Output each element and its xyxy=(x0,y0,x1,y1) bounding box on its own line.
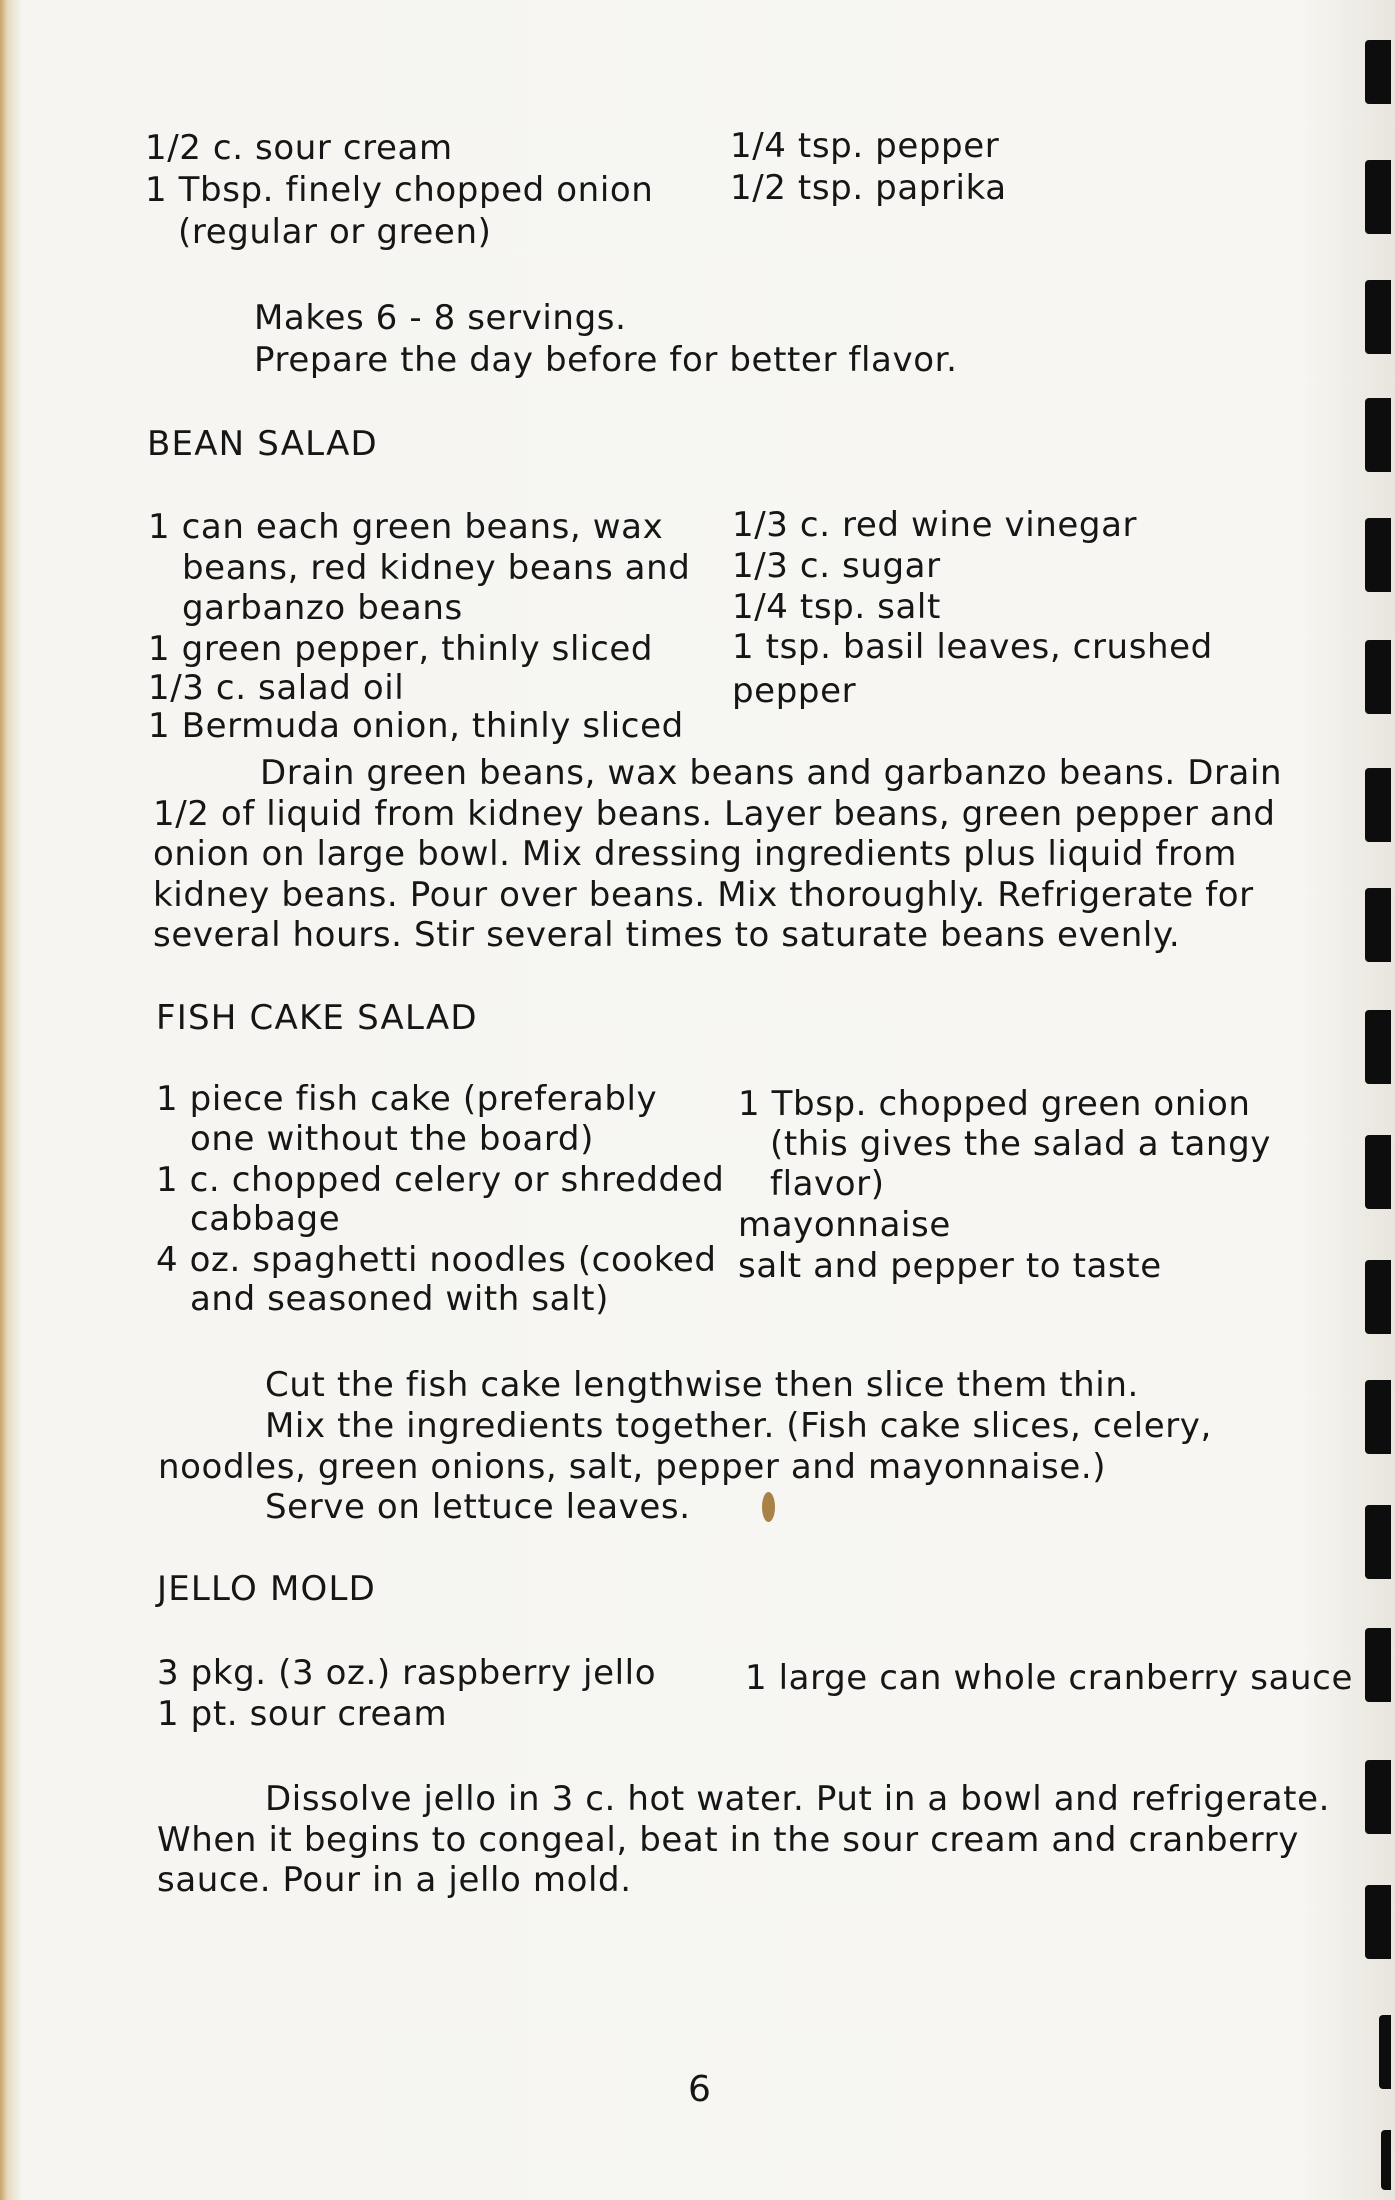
bean-ingredient-right: 1 tsp. basil leaves, crushed xyxy=(732,627,1213,667)
fish-ingredient-right: salt and pepper to taste xyxy=(738,1246,1162,1286)
jello-ingredient-left: 1 pt. sour cream xyxy=(157,1694,448,1734)
bean-ingredient-left: garbanzo beans xyxy=(182,588,463,628)
bean-direction-line: 1/2 of liquid from kidney beans. Layer beans, green pepper and xyxy=(153,794,1276,834)
fish-ingredient-left: 1 piece fish cake (preferably xyxy=(156,1079,658,1119)
fish-ingredient-left: cabbage xyxy=(190,1199,341,1239)
binding-hole xyxy=(1365,888,1391,962)
bean-ingredient-left: 1 can each green beans, wax xyxy=(148,507,664,547)
bean-direction-line: Drain green beans, wax beans and garbanzo beans. Drain xyxy=(260,753,1283,793)
intro-servings: Makes 6 - 8 servings. xyxy=(254,298,627,338)
jello-ingredient-left: 3 pkg. (3 oz.) raspberry jello xyxy=(157,1653,657,1693)
fish-ingredient-right: mayonnaise xyxy=(738,1205,951,1245)
intro-note: Prepare the day before for better flavor. xyxy=(254,340,958,380)
spiral-binding xyxy=(1337,0,1395,2200)
bean-ingredient-right: 1/4 tsp. salt xyxy=(732,587,941,627)
bean-ingredient-right: pepper xyxy=(732,671,857,711)
fish-ingredient-right: 1 Tbsp. chopped green onion xyxy=(738,1084,1251,1124)
binding-hole xyxy=(1365,1260,1391,1334)
fish-ingredient-right: (this gives the salad a tangy xyxy=(770,1124,1271,1164)
binding-hole xyxy=(1365,1135,1391,1209)
fish-ingredient-right: flavor) xyxy=(770,1164,885,1204)
binding-hole xyxy=(1381,2130,1391,2190)
binding-hole xyxy=(1365,40,1391,104)
page-number: 6 xyxy=(688,2069,711,2110)
bean-direction-line: kidney beans. Pour over beans. Mix thoroughly. Refrigerate for xyxy=(153,875,1254,915)
bean-ingredient-left: beans, red kidney beans and xyxy=(182,548,691,588)
bean-ingredient-left: 1 Bermuda onion, thinly sliced xyxy=(148,706,684,746)
bean-direction-line: several hours. Stir several times to saturate beans evenly. xyxy=(153,915,1181,955)
binding-hole xyxy=(1365,280,1391,354)
jello-direction-line: When it begins to congeal, beat in the sour cream and cranberry xyxy=(157,1820,1299,1860)
bean-ingredient-left: 1/3 c. salad oil xyxy=(148,668,405,708)
binding-hole xyxy=(1365,1885,1391,1959)
stain-mark xyxy=(762,1492,775,1522)
intro-ingredient-left: (regular or green) xyxy=(178,212,492,252)
binding-hole xyxy=(1365,768,1391,842)
binding-hole xyxy=(1365,1380,1391,1454)
binding-hole xyxy=(1365,640,1391,714)
intro-ingredient-right: 1/2 tsp. paprika xyxy=(730,168,1007,208)
bean-ingredient-right: 1/3 c. sugar xyxy=(732,546,941,586)
binding-hole xyxy=(1365,1760,1391,1834)
fish-ingredient-left: and seasoned with salt) xyxy=(190,1279,609,1319)
recipe-title-fish-cake-salad: FISH CAKE SALAD xyxy=(156,998,478,1038)
jello-direction-line: Dissolve jello in 3 c. hot water. Put in a bowl and refrigerate. xyxy=(265,1779,1330,1819)
fish-ingredient-left: 4 oz. spaghetti noodles (cooked xyxy=(156,1240,717,1280)
binding-hole xyxy=(1365,1010,1391,1084)
fish-direction-line: Serve on lettuce leaves. xyxy=(265,1487,691,1527)
recipe-title-jello-mold: JELLO MOLD xyxy=(157,1569,376,1609)
fish-direction-line: Mix the ingredients together. (Fish cake slices, celery, xyxy=(265,1406,1212,1446)
fish-ingredient-left: one without the board) xyxy=(190,1119,594,1159)
binding-hole xyxy=(1365,1628,1391,1702)
binding-hole xyxy=(1365,398,1391,472)
fish-direction-line: noodles, green onions, salt, pepper and mayonnaise.) xyxy=(158,1447,1107,1487)
binding-hole xyxy=(1365,518,1391,592)
bean-ingredient-right: 1/3 c. red wine vinegar xyxy=(732,505,1138,545)
binding-hole xyxy=(1365,160,1391,234)
binding-hole xyxy=(1379,2015,1391,2089)
jello-direction-line: sauce. Pour in a jello mold. xyxy=(157,1860,632,1900)
recipe-title-bean-salad: BEAN SALAD xyxy=(147,424,378,464)
fish-direction-line: Cut the fish cake lengthwise then slice them thin. xyxy=(265,1365,1139,1405)
bean-direction-line: onion on large bowl. Mix dressing ingredients plus liquid from xyxy=(153,834,1237,874)
bean-ingredient-left: 1 green pepper, thinly sliced xyxy=(148,629,654,669)
intro-ingredient-left: 1/2 c. sour cream xyxy=(145,128,453,168)
fish-ingredient-left: 1 c. chopped celery or shredded xyxy=(156,1160,725,1200)
intro-ingredient-left: 1 Tbsp. finely chopped onion xyxy=(145,170,654,210)
intro-ingredient-right: 1/4 tsp. pepper xyxy=(730,126,1000,166)
jello-ingredient-right: 1 large can whole cranberry sauce xyxy=(745,1658,1353,1698)
binding-hole xyxy=(1365,1505,1391,1579)
